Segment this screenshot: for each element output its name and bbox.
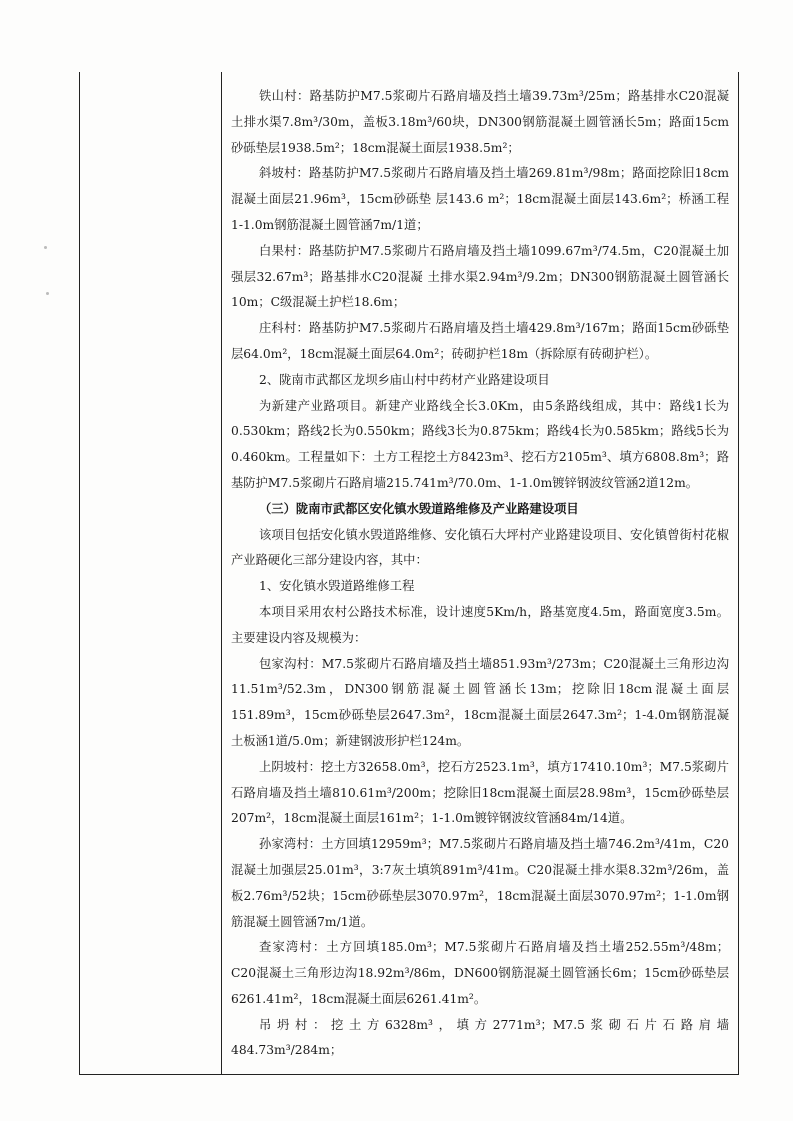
paragraph-tieshan-village: 铁山村：路基防护M7.5浆砌片石路肩墙及挡土墙39.73m³/25m；路基排水C20混凝土排水渠7.8m³/30m，盖板3.18m³/60块，DN300钢筋混凝土圆管涵长5m；路面15cm砂砾垫层1938.5m²；18cm混凝土面层1938.5m²； — [231, 89, 729, 155]
paragraph-diaolao-village: 吊坍村：挖土方6328m³，填方2771m³；M7.5浆砌石片石路肩墙484.73m³/284m； — [231, 1017, 729, 1058]
paragraph-sunjiawan-village: 孙家湾村：土方回填12959m³；M7.5浆砌片石路肩墙及挡土墙746.2m³/41m，C20混凝土加强层25.01m³，3:7灰土填筑891m³/41m。C20混凝土排水渠8.32m³/26m，盖板2.76m³/52块；15cm砂砾垫层3070.97m²，18cm混凝土面层3070.97m²；1-1.0m钢筋混凝土圆管涵7m/1道。 — [231, 837, 729, 929]
paragraph-anhua-overview: 该项目包括安化镇水毁道路维修、安化镇石大坪村产业路建设项目、安化镇曾街村花椒产业路硬化三部分建设内容，其中： — [231, 527, 729, 568]
scan-speck — [46, 292, 49, 295]
paragraph-shangyinpo-village: 上阴坡村：挖土方32658.0m³，挖石方2523.1m³，填方17410.10m³；M7.5浆砌片石路肩墙及挡土墙810.61m³/200m；挖除旧18cm混凝土面层28.98m³，15cm砂砾垫层207m²，18cm混凝土面层161m²；1-1.0m镀锌钢波纹管涵84m/14道。 — [231, 759, 729, 826]
table-content-cell — [231, 84, 729, 1064]
paragraph-xiepo-village: 斜坡村：路基防护M7.5浆砌片石路肩墙及挡土墙269.81m³/98m；路面挖除旧18cm混凝土面层21.96m³，15cm砂砾垫 层143.6 m²；18cm混凝土面层143.6m²；桥涵工程1-1.0m钢筋混凝土圆管涵7m/1道； — [231, 166, 729, 232]
paragraph-zhuangke-village: 庄科村：路基防护M7.5浆砌片石路肩墙及挡土墙429.8m³/167m；路面15cm砂砾垫层64.0m²，18cm混凝土面层64.0m²；砖砌护栏18m（拆除原有砖砌护栏）。 — [231, 321, 729, 361]
paragraph-longba-details: 为新建产业路项目。新建产业路线全长3.0Km，由5条路线组成，其中：路线1长为0.530km；路线2长为0.550km；路线3长为0.875km；路线4长为0.585km；路线5长为0.460km。工程量如下：土方工程挖土方8423m³、挖石方2105m³、填方6808.8m³；路基防护M7.5浆砌片石路肩墙215.741m³/70.0m、1-1.0m镀锌钢波纹管涵2道12m。 — [231, 398, 729, 490]
paragraph-chajiawan-village: 查家湾村：土方回填185.0m³；M7.5浆砌片石路肩墙及挡土墙252.55m³/48m；C20混凝土三角形边沟18.92m³/86m，DN600钢筋混凝土圆管涵长6m；15cm砂砾垫层6261.41m²，18cm混凝土面层6261.41m²。 — [231, 940, 729, 1006]
paragraph-technical-standard: 本项目采用农村公路技术标准，设计速度5Km/h，路基宽度4.5m，路面宽度3.5m。主要建设内容及规模为： — [231, 604, 729, 645]
paragraph-baojiagou-village: 包家沟村：M7.5浆砌片石路肩墙及挡土墙851.93m³/273m；C20混凝土三角形边沟11.51m³/52.3m，DN300钢筋混凝土圆管涵长13m；挖除旧18cm混凝土面层151.89m³，15cm砂砾垫层2647.3m²，18cm混凝土面层2647.3m²；1-4.0m钢筋混凝土板涵1道/5.0m；新建钢波形护栏124m。 — [231, 656, 729, 748]
subheading-longba-project: 2、陇南市武都区龙坝乡庙山村中药材产业路建设项目 — [259, 372, 550, 387]
scan-speck — [44, 246, 47, 249]
table-column-divider — [221, 72, 222, 1074]
subheading-anhua-repair: 1、安化镇水毁道路维修工程 — [259, 579, 415, 594]
section-heading-anhua: （三）陇南市武都区安化镇水毁道路维修及产业路建设项目 — [259, 501, 579, 516]
paragraph-baiguo-village: 白果村：路基防护M7.5浆砌片石路肩墙及挡土墙1099.67m³/74.5m，C20混凝土加强层32.67m³；路基排水C20混凝 土排水渠2.94m³/9.2m；DN300钢筋混凝土圆管涵长10m；C级混凝土护栏18.6m； — [231, 243, 729, 310]
